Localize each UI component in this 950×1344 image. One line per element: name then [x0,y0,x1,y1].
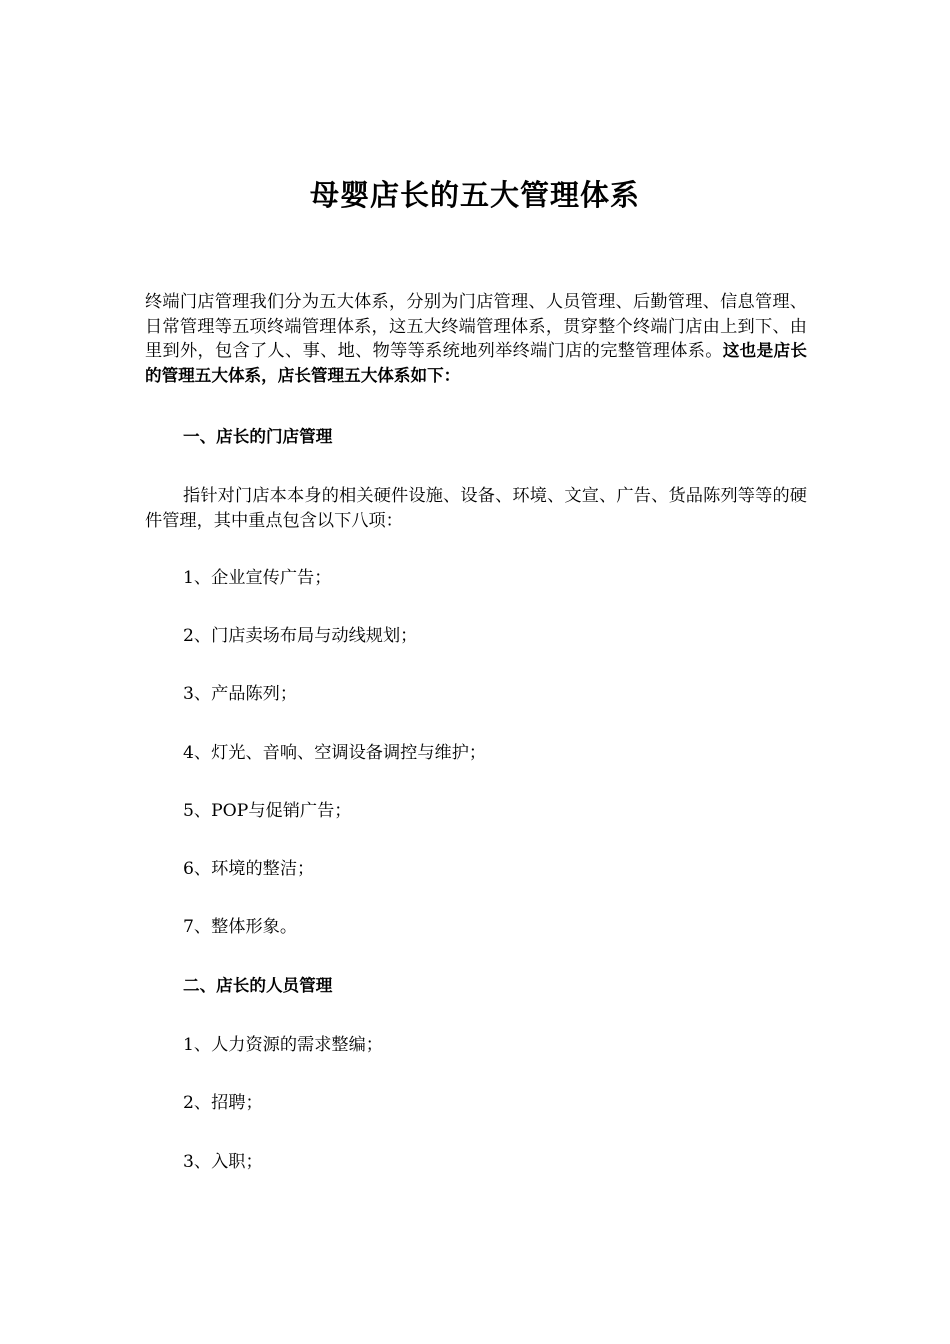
list-item: 1、企业宣传广告； [183,568,332,588]
list-item: 1、人力资源的需求整编； [183,1035,383,1055]
list-item: 5、POP与促销广告； [183,801,352,821]
intro-paragraph [145,290,807,388]
list-item: 3、产品陈列； [183,684,298,704]
list-item: 2、门店卖场布局与动线规划； [183,626,418,646]
list-item: 3、入职； [183,1152,263,1172]
list-item: 6、环境的整洁； [183,859,315,879]
list-item: 2、招聘； [183,1093,263,1113]
section-description: 指针对门店本本身的相关硬件设施、设备、环境、文宣、广告、货品陈列等等的硬件管理，其中重点包含以下八项： [145,486,807,531]
intro-text: 终端门店管理我们分为五大体系，分别为门店管理、人员管理、后勤管理、信息管理、日常管理等五项终端管理体系，这五大终端管理体系，贯穿整个终端门店由上到下、由里到外，包含了人、事、地、物等等系统地列举终端门店的完整管理体系。 [145,292,807,361]
section-heading-staff-management: 二、店长的人员管理 [183,976,333,995]
intro-emphasis: 这也是店长的管理五大体系，店长管理五大体系如下： [145,341,807,385]
list-item: 7、整体形象。 [183,917,298,937]
document-title: 母婴店长的五大管理体系 [309,178,640,213]
section-heading-store-management: 一、店长的门店管理 [183,427,333,446]
list-item: 4、灯光、音响、空调设备调控与维护； [183,743,487,763]
